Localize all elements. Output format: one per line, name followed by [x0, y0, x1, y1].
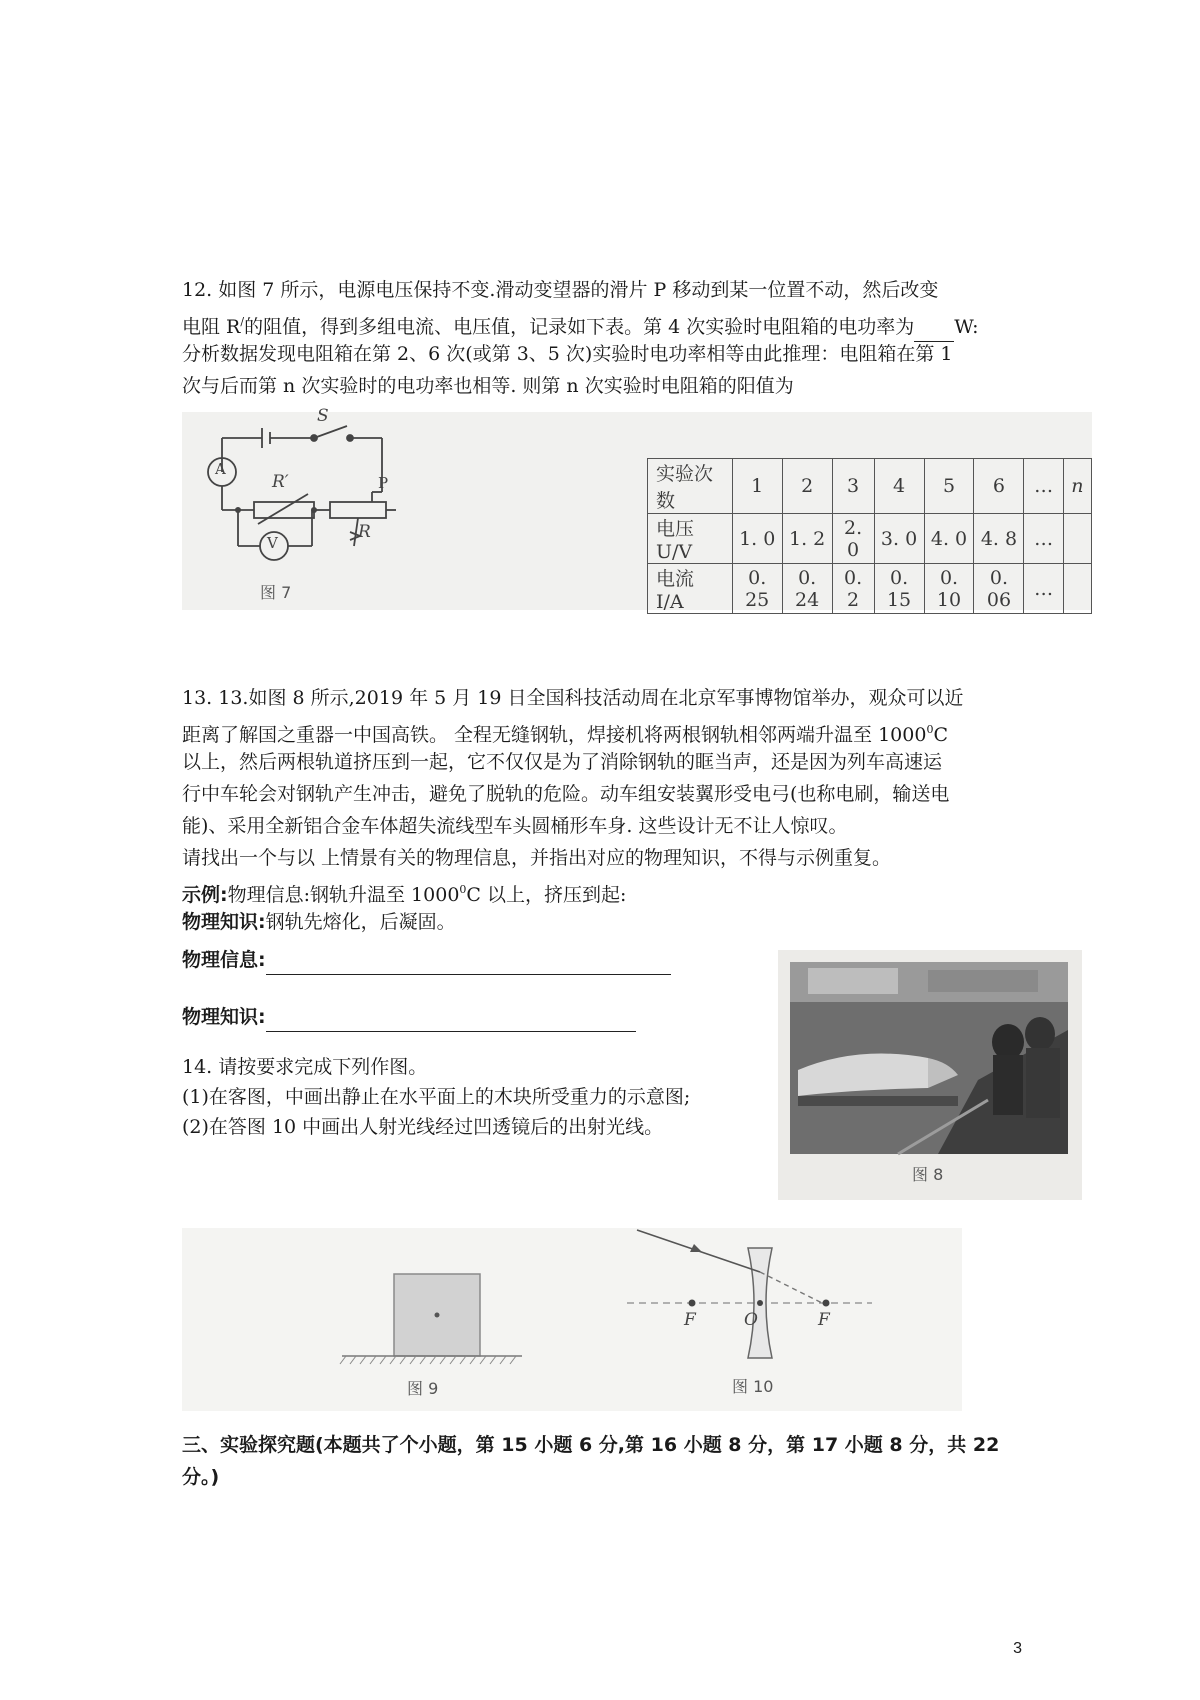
info-answer-blank[interactable] [266, 952, 671, 975]
figure-10-caption: 图 10 [732, 1377, 774, 1396]
figure-8 [778, 950, 1082, 1200]
optics-diagrams [182, 1228, 962, 1411]
section3-title-cont: 分。) [182, 1466, 220, 1488]
table-row: 实验次数 1 2 3 4 5 6 … n [648, 459, 1092, 514]
q13-line4: 行中车轮会对钢轨产生冲击，避免了脱轨的危险。动车组安装翼形受电弓(也称电刷，输送电 [182, 783, 950, 805]
figure-9-caption: 图 9 [407, 1379, 439, 1398]
q13-example: 示例:物理信息:钢轨升温至 1000$^0$C 以上，挤压到起: [182, 883, 627, 906]
q13-line5: 能)、采用全新铝合金车体超失流线型车头圆桶形车身. 这些设计无不让人惊叹。 [182, 815, 848, 837]
q13-example-knowledge: 物理知识:钢轨先熔化，后凝固。 [182, 911, 456, 933]
q14-line3: (2)在答图 10 中画出人射光线经过凹透镜后的出射光线。 [182, 1116, 664, 1138]
focus-left-label: F [684, 1310, 696, 1330]
p-label: P [378, 474, 389, 492]
q13-line1: 13. 13.如图 8 所示,2019 年 5 月 19 日全国科技活动周在北京军事博物馆举办，观众可以近 [182, 687, 964, 709]
voltmeter-label: V [267, 534, 278, 552]
q12-line3: 分析数据发现电阻箱在第 2、6 次(或第 3、5 次)实验时电功率相等由此推理：电阻箱在第 1 [182, 343, 953, 365]
figure-8-caption: 图 8 [912, 1165, 944, 1184]
q13-knowledge-answer: 物理知识: [182, 1002, 636, 1032]
q13-line3: 以上，然后两根轨道挤压到一起，它不仅仅是为了消除钢轨的眶当声，还是因为列车高速运 [182, 751, 943, 773]
figure-7-caption: 图 7 [260, 583, 292, 602]
ammeter-label: A [215, 460, 226, 478]
q14-line2: (1)在客图，中画出静止在水平面上的木块所受重力的示意图; [182, 1086, 691, 1108]
r-label: R [358, 522, 371, 542]
figure-7 [182, 406, 1092, 613]
q12-line4: 次与后而第 n 次实验时的电功率也相等. 则第 n 次实验时电阻箱的阳值为 [182, 375, 794, 397]
q12-line1: 12. 如图 7 所示，电源电压保持不变.滑动变望器的滑片 P 移动到某一位置不动，然后改变 [182, 279, 939, 301]
table-row: 电流 I/A 0. 25 0. 24 0. 2 0. 15 0. 10 0. 06 … [648, 564, 1092, 614]
switch-label: S [317, 406, 329, 426]
section3-title: 三、实验探究题(本题共了个小题，第 15 小题 6 分,第 16 小题 8 分，第 17 小题 8 分，共 22 [182, 1434, 1000, 1456]
page-number: 3 [1013, 1640, 1022, 1657]
table-row: 电压 U/V 1. 0 1. 2 2. 0 3. 0 4. 0 4. 8 … [648, 514, 1092, 564]
q12-line2: 电阻 R/的阻值，得到多组电流、电压值，记录如下表。第 4 次实验时电阻箱的电功率为 W: [182, 307, 979, 342]
data-table [647, 458, 1092, 614]
figures-9-10 [182, 1228, 962, 1411]
q14-line1: 14. 请按要求完成下列作图。 [182, 1056, 428, 1078]
q13-line2: 距离了解国之重器一中国高铁。 全程无缝钢轨，焊接机将两根钢轨相邻两端升温至 1000$^0$C [182, 723, 948, 746]
knowledge-answer-blank[interactable] [266, 1009, 636, 1032]
focus-right-label: F [818, 1310, 830, 1330]
r-prime-label: R′ [272, 472, 289, 492]
optical-center-label: O [744, 1310, 758, 1330]
q13-info-answer: 物理信息: [182, 945, 671, 975]
q13-line6: 请找出一个与以 上情景有关的物理信息，并指出对应的物理知识，不得与示例重复。 [182, 847, 892, 869]
